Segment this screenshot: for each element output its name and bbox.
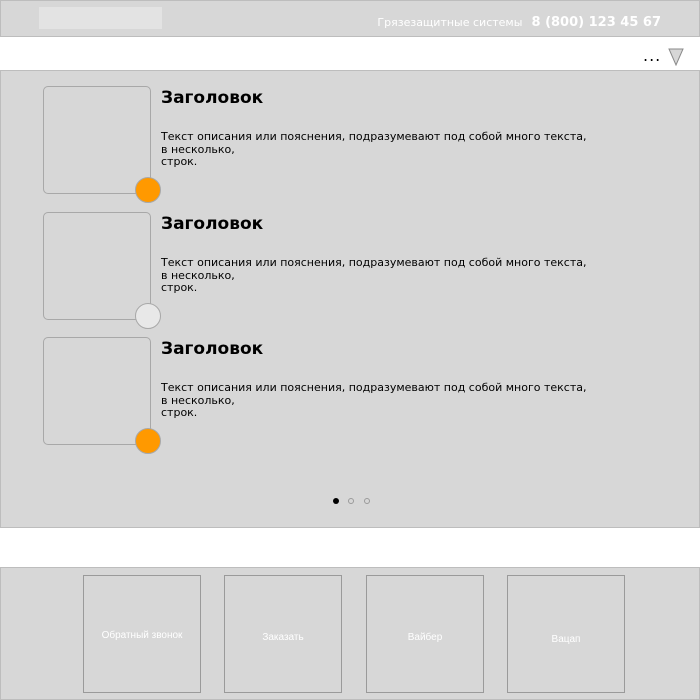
- order-button-label: Заказать: [262, 632, 304, 643]
- card-description: [161, 256, 587, 295]
- card-description-line: Текст описания или пояснения, подразумевают под собой много текста,: [161, 130, 587, 143]
- card-title: Заголовок: [161, 214, 264, 234]
- card-image-placeholder[interactable]: [43, 86, 151, 194]
- card-description-line: в несколько,: [161, 393, 235, 407]
- callback-button[interactable]: [83, 575, 201, 693]
- pagination-dot-2[interactable]: [348, 498, 354, 504]
- pagination-dot-1[interactable]: [333, 498, 339, 504]
- content-slider: [0, 70, 700, 528]
- header: [0, 0, 700, 37]
- card-status-badge[interactable]: [135, 177, 161, 203]
- header-contact: [377, 11, 661, 30]
- header-phone[interactable]: 8 (800) 123 45 67: [531, 15, 661, 30]
- footer-actions: [0, 567, 700, 700]
- card-description-line: в несколько,: [161, 142, 235, 156]
- card-description-line: в несколько,: [161, 268, 235, 282]
- pagination-dots: [329, 498, 379, 506]
- card-status-badge[interactable]: [135, 428, 161, 454]
- list-item: [43, 212, 587, 324]
- card-description-line: Текст описания или пояснения, подразумевают под собой много текста,: [161, 381, 587, 394]
- card-description-line: строк.: [161, 155, 198, 168]
- list-item: [43, 86, 587, 198]
- card-description-line: строк.: [161, 281, 198, 294]
- card-image-placeholder[interactable]: [43, 337, 151, 445]
- card-title: Заголовок: [161, 88, 264, 108]
- card-image-placeholder[interactable]: [43, 212, 151, 320]
- card-description-line: Текст описания или пояснения, подразумевают под собой много текста,: [161, 256, 587, 269]
- card-description-line: строк.: [161, 406, 198, 419]
- order-button[interactable]: [224, 575, 342, 693]
- card-description: [161, 381, 587, 420]
- header-caption: Грязезащитные системы: [377, 16, 523, 29]
- whatsapp-button[interactable]: [507, 575, 625, 693]
- card-status-badge[interactable]: [135, 303, 161, 329]
- viber-button-label: Вайбер: [407, 632, 443, 643]
- whatsapp-button-label: Вацап: [551, 634, 581, 645]
- card-title: Заголовок: [161, 339, 264, 359]
- viber-button[interactable]: [366, 575, 484, 693]
- dropdown-triangle-icon[interactable]: [668, 48, 684, 66]
- pagination-dot-3[interactable]: [364, 498, 370, 504]
- card-description: [161, 130, 587, 169]
- more-menu-button[interactable]: ...: [643, 46, 662, 65]
- callback-button-label: Обратный звонок: [101, 630, 183, 641]
- logo-placeholder[interactable]: [39, 7, 162, 29]
- list-item: [43, 337, 587, 449]
